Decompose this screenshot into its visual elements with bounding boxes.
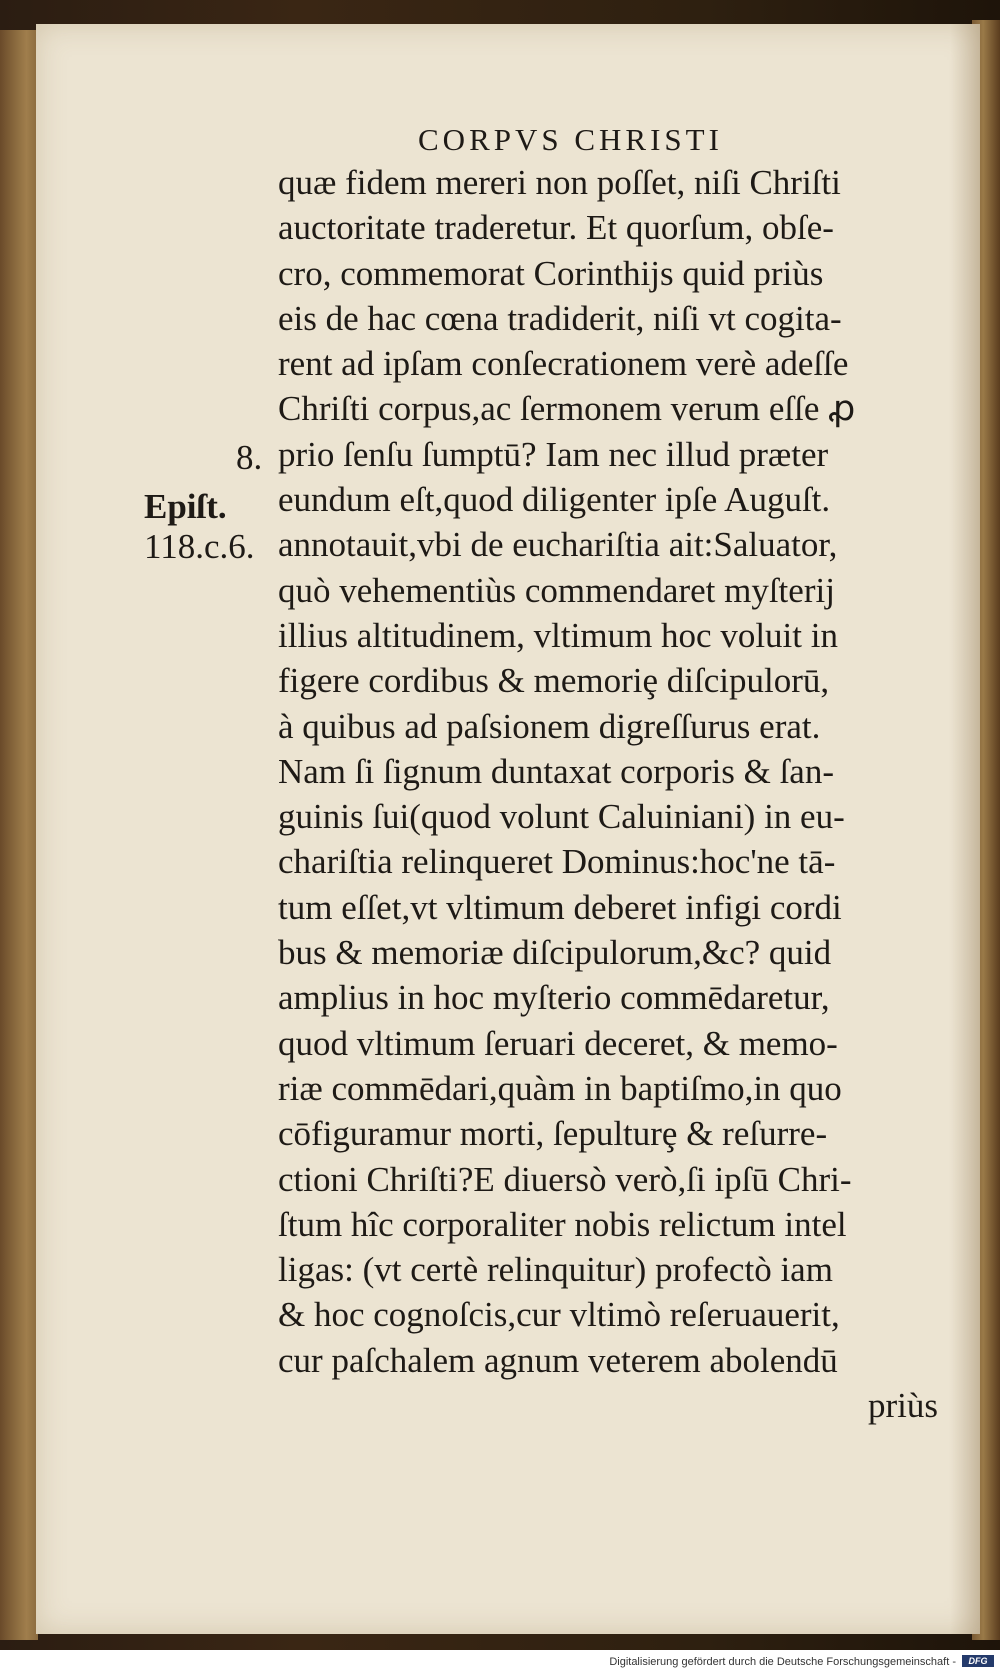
catchword: priùs	[868, 1386, 938, 1426]
text-line: amplius in hoc myſterio commēdaretur,	[278, 978, 830, 1018]
text-line: cro, commemorat Corinthijs quid priùs	[278, 253, 824, 293]
text-line: annotauit,vbi de euchariſtia ait:Saluator,	[278, 525, 838, 565]
text-line: rent ad ipſam conſecrationem verè adeſſe	[278, 344, 849, 384]
dfg-logo: DFG	[962, 1655, 994, 1667]
text-line: eundum eſt,quod diligenter ipſe Auguſt.	[278, 480, 831, 520]
text-line: ctioni Chriſti?E diuersò verò,ſi ipſū Chri-	[278, 1159, 852, 1199]
text-line: prio ſenſu ſumptū? Iam nec illud præter	[278, 434, 829, 474]
text-line: cur paſchalem agnum veterem abolendū	[278, 1340, 838, 1380]
running-head: CORPVS CHRISTI	[418, 122, 723, 157]
text-line: Nam ſi ſignum duntaxat corporis & ſan-	[278, 751, 835, 791]
margin-reference-citation: 118.c.6.	[144, 527, 255, 566]
digitization-credit: Digitalisierung gefördert durch die Deutsche Forschungsgemeinschaft -	[609, 1656, 956, 1668]
text-line: cōfiguramur morti, ſepulturȩ & reſurre-	[278, 1114, 828, 1154]
text-line: quò vehementiùs commendaret myſterij	[278, 570, 835, 610]
text-line: Chriſti corpus,ac ſermonem verum eſſe ꝓ	[278, 389, 856, 429]
text-line: guinis ſui(quod volunt Caluiniani) in eu-	[278, 797, 845, 837]
text-line: tum eſſet,vt vltimum deberet infigi cordi	[278, 887, 842, 927]
text-line: à quibus ad paſsionem digreſſurus erat.	[278, 706, 821, 746]
text-line: quod vltimum ſeruari deceret, & memo-	[278, 1023, 838, 1063]
text-line: figere cordibus & memoriȩ diſcipulorū,	[278, 661, 830, 701]
book-binding-left	[0, 30, 38, 1640]
text-line: ligas: (vt certè relinquitur) profectò iam	[278, 1250, 833, 1290]
main-text-block	[278, 160, 948, 1428]
text-line: ſtum hîc corporaliter nobis relictum intel	[278, 1204, 847, 1244]
text-line: & hoc cognoſcis,cur vltimò reſeruauerit,	[278, 1295, 840, 1335]
margin-line-number: 8.	[236, 438, 263, 477]
text-line: riæ commēdari,quàm in baptiſmo,in quo	[278, 1068, 842, 1108]
text-line: quæ fidem mereri non poſſet, niſi Chriſti	[278, 163, 841, 202]
text-line: auctoritate traderetur. Et quorſum, obſe-	[278, 208, 834, 248]
text-line: illius altitudinem, vltimum hoc voluit in	[278, 615, 838, 655]
text-line: eis de hac cœna tradiderit, niſi vt cogita-	[278, 298, 842, 338]
text-line: chariſtia relinqueret Dominus:hoc'ne tā-	[278, 842, 836, 882]
margin-reference-title: Epiſt.	[144, 487, 227, 526]
text-line: bus & memoriæ diſcipulorum,&c? quid	[278, 933, 832, 973]
